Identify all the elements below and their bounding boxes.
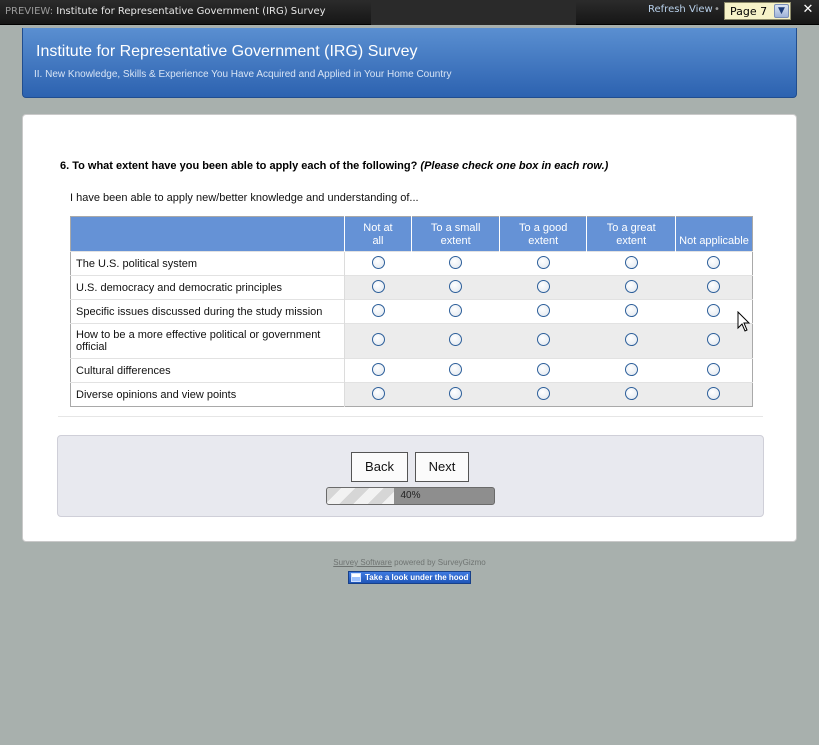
page-select-value: Page 7 (730, 5, 768, 18)
matrix-header-row (71, 217, 753, 252)
table-row (71, 276, 753, 300)
radio-option[interactable] (372, 256, 385, 269)
close-icon[interactable]: ✕ (802, 2, 814, 17)
survey-header (22, 28, 797, 98)
radio-option[interactable] (537, 256, 550, 269)
radio-option[interactable] (372, 333, 385, 346)
radio-option[interactable] (449, 280, 462, 293)
table-row (71, 300, 753, 324)
refresh-view-link[interactable]: Refresh View (648, 4, 713, 15)
preview-label: PREVIEW: (5, 6, 54, 17)
table-row (71, 324, 753, 359)
rating-matrix (70, 216, 753, 407)
divider (58, 416, 763, 417)
radio-option[interactable] (449, 304, 462, 317)
question-hint: (Please check one box in each row.) (420, 160, 609, 172)
radio-option[interactable] (707, 333, 720, 346)
under-the-hood-button[interactable] (348, 571, 471, 584)
radio-option[interactable] (625, 304, 638, 317)
radio-option[interactable] (449, 387, 462, 400)
question-text: 6. To what extent have you been able to apply each of the following? (60, 160, 418, 172)
progress-label: 40% (400, 490, 421, 501)
powered-by-text: powered by SurveyGizmo (391, 558, 486, 567)
row-label: U.S. democracy and democratic principles (71, 276, 345, 300)
radio-option[interactable] (449, 256, 462, 269)
radio-option[interactable] (625, 333, 638, 346)
radio-option[interactable] (625, 363, 638, 376)
page-select[interactable] (724, 2, 791, 20)
radio-option[interactable] (707, 256, 720, 269)
column-header-good-extent: To a good extent (499, 217, 587, 252)
radio-option[interactable] (372, 304, 385, 317)
preview-toolbar (0, 0, 819, 25)
table-row (71, 383, 753, 407)
radio-option[interactable] (625, 387, 638, 400)
row-label: Specific issues discussed during the study mission (71, 300, 345, 324)
column-header-small-extent: To a small extent (412, 217, 500, 252)
table-row (71, 252, 753, 276)
chevron-down-icon: ▼ (774, 4, 789, 18)
radio-option[interactable] (372, 363, 385, 376)
radio-option[interactable] (449, 333, 462, 346)
under-the-hood-label: Take a look under the hood (365, 573, 469, 582)
preview-survey-title: Institute for Representative Government (IRG) Survey (56, 6, 326, 17)
footer-credit (0, 558, 819, 567)
section-subtitle: II. New Knowledge, Skills & Experience You Have Acquired and Applied in Your Home Country (34, 69, 452, 80)
row-label: The U.S. political system (71, 252, 345, 276)
radio-option[interactable] (707, 363, 720, 376)
radio-option[interactable] (537, 387, 550, 400)
radio-option[interactable] (372, 387, 385, 400)
radio-option[interactable] (537, 280, 550, 293)
radio-option[interactable] (707, 304, 720, 317)
radio-option[interactable] (537, 333, 550, 346)
next-button[interactable]: Next (415, 452, 469, 482)
table-row (71, 359, 753, 383)
radio-option[interactable] (707, 387, 720, 400)
radio-option[interactable] (449, 363, 462, 376)
radio-option[interactable] (707, 280, 720, 293)
toolbar-separator: • (714, 4, 720, 15)
mouse-cursor-icon (737, 311, 751, 333)
radio-option[interactable] (625, 280, 638, 293)
column-header-not-applicable: Not applicable (676, 217, 753, 252)
question-title (60, 160, 608, 172)
row-label: Diverse opinions and view points (71, 383, 345, 407)
row-label: Cultural differences (71, 359, 345, 383)
preview-title (5, 6, 326, 17)
matrix-corner-header (71, 217, 345, 252)
survey-panel (22, 114, 797, 542)
question-intro: I have been able to apply new/better knowledge and understanding of... (70, 192, 419, 204)
column-header-great-extent: To a great extent (587, 217, 676, 252)
toolbar-spacer (371, 0, 576, 25)
radio-option[interactable] (537, 304, 550, 317)
radio-option[interactable] (625, 256, 638, 269)
survey-title: Institute for Representative Government (IRG) Survey (36, 43, 418, 60)
radio-option[interactable] (537, 363, 550, 376)
survey-software-link[interactable]: Survey Software (333, 558, 392, 567)
back-button[interactable]: Back (351, 452, 408, 482)
radio-option[interactable] (372, 280, 385, 293)
column-header-not-at-all: Not at all (344, 217, 412, 252)
row-label: How to be a more effective political or government official (71, 324, 345, 359)
navigation-box (57, 435, 764, 517)
progress-bar (326, 487, 495, 505)
hood-icon (351, 573, 361, 582)
